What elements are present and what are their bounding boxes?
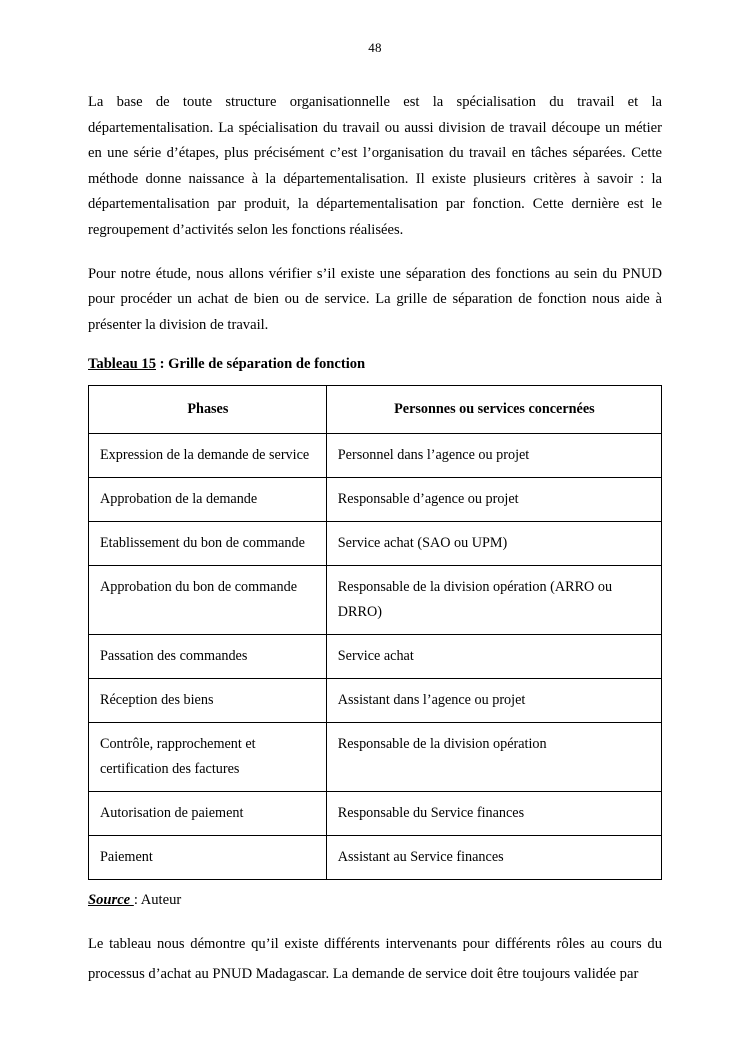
cell-person: Responsable d’agence ou projet — [326, 478, 661, 522]
table-row — [89, 635, 662, 679]
table-row — [89, 522, 662, 566]
column-header-phases: Phases — [89, 386, 327, 434]
cell-phase: Approbation du bon de commande — [89, 566, 327, 635]
cell-phase: Paiement — [89, 836, 327, 880]
table-caption-text: : Grille de séparation de fonction — [156, 356, 366, 373]
closing-paragraph: Le tableau nous démontre qu’il existe différents intervenants pour différents rôles au cours du processus d’achat au PNUD Madagascar. La demande de service doit être toujours validée par — [88, 936, 662, 983]
table-source — [88, 892, 662, 909]
source-label: Source — [88, 892, 134, 909]
cell-person: Service achat (SAO ou UPM) — [326, 522, 661, 566]
cell-phase: Approbation de la demande — [89, 478, 327, 522]
page-number: 48 — [368, 40, 382, 55]
cell-phase: Passation des commandes — [89, 635, 327, 679]
cell-phase: Autorisation de paiement — [89, 792, 327, 836]
table-header-row — [89, 386, 662, 434]
cell-person: Personnel dans l’agence ou projet — [326, 434, 661, 478]
separation-of-duties-table — [88, 385, 662, 880]
column-header-persons: Personnes ou services concernées — [326, 386, 661, 434]
cell-phase: Etablissement du bon de commande — [89, 522, 327, 566]
table-row — [89, 792, 662, 836]
cell-person: Responsable du Service finances — [326, 792, 661, 836]
cell-person: Assistant au Service finances — [326, 836, 661, 880]
table-row — [89, 434, 662, 478]
cell-person: Responsable de la division opération (ARRO ou DRRO) — [326, 566, 661, 635]
table-row — [89, 723, 662, 792]
table-caption — [88, 356, 662, 373]
cell-person: Assistant dans l’agence ou projet — [326, 679, 661, 723]
cell-person: Responsable de la division opération — [326, 723, 661, 792]
table-row — [89, 679, 662, 723]
table-row — [89, 478, 662, 522]
cell-phase: Réception des biens — [89, 679, 327, 723]
paragraph-1: La base de toute structure organisationnelle est la spécialisation du travail et la départementalisation. La spécialisation du travail ou aussi division de travail découpe un métier en une série d’étapes, plus précisément c’est l’organisation du travail en tâches séparées. Cette méthode donne naissance à la départementalisation. Il existe plusieurs critères à savoir : la départementalisation par produit, la départementalisation par fonction. Cette dernière est le regroupement d’activités selon les fonctions réalisées. — [88, 94, 662, 238]
source-text: : Auteur — [133, 892, 182, 909]
cell-phase: Contrôle, rapprochement et certification des factures — [89, 723, 327, 792]
paragraph-2: Pour notre étude, nous allons vérifier s’il existe une séparation des fonctions au sein du PNUD pour procéder un achat de bien ou de service. La grille de séparation de fonction nous aide à présenter la division de travail. — [88, 265, 662, 333]
table-row — [89, 836, 662, 880]
cell-person: Service achat — [326, 635, 661, 679]
table-row — [89, 566, 662, 635]
table-caption-label: Tableau 15 — [88, 356, 156, 373]
cell-phase: Expression de la demande de service — [89, 434, 327, 478]
